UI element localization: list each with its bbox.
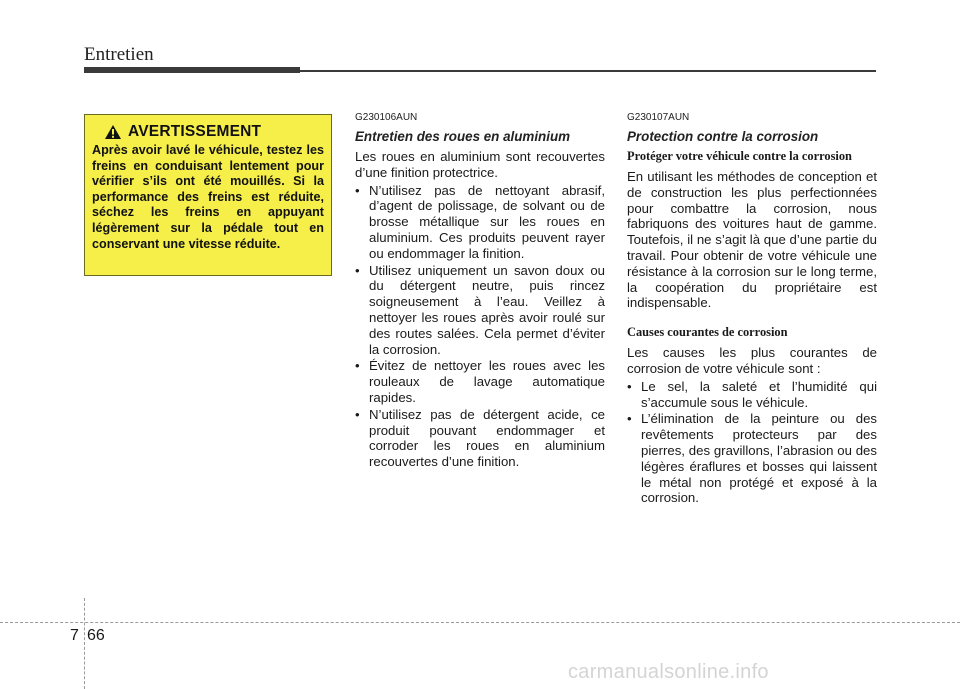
bullet-list bbox=[355, 183, 605, 470]
header-rule-thin bbox=[300, 70, 876, 72]
list-item-text: L’élimination de la peinture ou des revêtements protecteurs par des pierres, des gravillons, l’abrasion ou des légères éraflures et bosses qui laissent le métal non protégé et exposé à la corrosion. bbox=[641, 411, 877, 506]
section-code: G230107AUN bbox=[627, 112, 690, 123]
warning-triangle-icon bbox=[104, 124, 122, 140]
paragraph: En utilisant les méthodes de conception et de construction les plus perfectionnées pour combattre la corrosion, nous fabriquons des voitures haut de gamme. Toutefois, il ne s’agit là que d’une partie du travail. Pour obtenir de votre véhicule une résistance à la corrosion sur le long terme, la coopération du propriétaire est indispensable. bbox=[627, 169, 877, 311]
page-number: 66 bbox=[87, 627, 105, 644]
bullet-glyph: • bbox=[627, 411, 632, 427]
bullet-glyph: • bbox=[627, 378, 632, 394]
subheading: Protéger votre véhicule contre la corrosion bbox=[627, 149, 852, 163]
page-header-title: Entretien bbox=[84, 44, 154, 65]
bullet-list bbox=[627, 379, 877, 506]
bullet-glyph: • bbox=[355, 262, 360, 278]
watermark: carmanualsonline.info bbox=[568, 661, 769, 683]
list-item bbox=[627, 411, 877, 506]
list-item-text: N’utilisez pas de nettoyant abrasif, d’agent de polissage, de solvant ou de brosse métallique sur les roues en aluminium. Ces produits peuvent rayer ou endommager la finition. bbox=[369, 182, 605, 261]
bullet-glyph: • bbox=[355, 182, 360, 198]
footer-rule bbox=[0, 622, 960, 623]
bullet-glyph: • bbox=[355, 406, 360, 422]
list-item bbox=[355, 263, 605, 358]
corrosion-section bbox=[627, 112, 877, 507]
section-title: Protection contre la corrosion bbox=[627, 129, 819, 144]
paragraph: Les causes les plus courantes de corrosion de votre véhicule sont : bbox=[627, 345, 877, 376]
warning-box bbox=[84, 114, 332, 276]
list-item-text: Utilisez uniquement un savon doux ou du détergent neutre, puis rincez soigneusement à l’eau. Veillez à nettoyer les roues après avoir roulé sur des routes salées. Cela permet d’éviter la corrosion. bbox=[369, 262, 605, 357]
list-item-text: Évitez de nettoyer les roues avec les rouleaux de lavage automatique rapides. bbox=[369, 358, 605, 405]
list-item bbox=[355, 358, 605, 405]
chapter-number: 7 bbox=[70, 627, 79, 644]
footer-vertical-rule bbox=[84, 598, 85, 689]
list-item-text: N’utilisez pas de détergent acide, ce produit pouvant endommager et corroder les roues en aluminium recouvertes d’une finition. bbox=[369, 406, 605, 470]
list-item-text: Le sel, la saleté et l’humidité qui s’accumule sous le véhicule. bbox=[641, 378, 877, 410]
list-item bbox=[355, 183, 605, 262]
section-title: Entretien des roues en aluminium bbox=[355, 129, 571, 144]
section-intro: Les roues en aluminium sont recouvertes d’une finition protectrice. bbox=[355, 149, 605, 180]
aluminium-wheels-section bbox=[355, 112, 605, 471]
section-code: G230106AUN bbox=[355, 112, 418, 123]
bullet-glyph: • bbox=[355, 358, 360, 374]
warning-title: AVERTISSEMENT bbox=[128, 123, 262, 140]
warning-text: Après avoir lavé le véhicule, testez les freins en conduisant lentement pour vérifier s’ils ont été mouillés. Si la performance des freins est réduite, séchez les freins en appuyant légèrement sur la pédale tout en conservant une vitesse réduite. bbox=[92, 143, 324, 251]
warning-header bbox=[104, 123, 324, 141]
header-rule-thick bbox=[84, 67, 300, 73]
subheading: Causes courantes de corrosion bbox=[627, 325, 788, 340]
list-item bbox=[627, 379, 877, 411]
list-item bbox=[355, 407, 605, 470]
